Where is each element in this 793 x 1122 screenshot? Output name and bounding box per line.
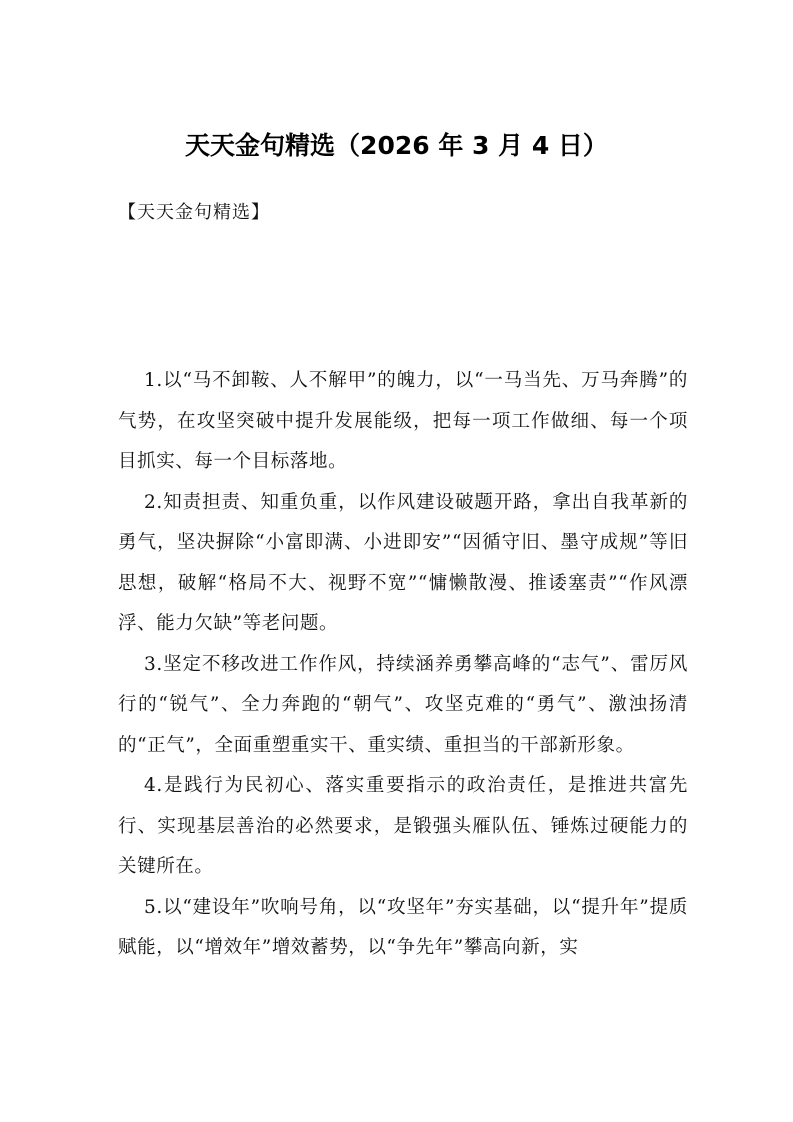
- paragraph-5: 5.以“建设年”吹响号角，以“攻坚年”夯实基础，以“提升年”提质赋能，以“增效年”增效蓄势，以“争先年”攀高向新，实: [118, 896, 688, 958]
- document-body: [118, 361, 688, 969]
- paragraph-2: 2.知责担责、知重负重，以作风建设破题开路，拿出自我革新的勇气，坚决摒除“小富即满、小进即安”“因循守旧、墨守成规”等旧思想，破解“格局不大、视野不宽”“慵懒散漫、推诿塞责”“作风漂浮、能力欠缺”等老问题。: [118, 491, 688, 634]
- document-title: 天天金句精选（2026 年 3 月 4 日）: [185, 131, 608, 160]
- section-label: 【天天金句精选】: [118, 202, 270, 223]
- paragraph-4: 4.是践行为民初心、落实重要指示的政治责任，是推进共富先行、实现基层善治的必然要求，是锻强头雁队伍、锤炼过硬能力的关键所在。: [118, 775, 688, 877]
- paragraph-3: 3.坚定不移改进工作作风，持续涵养勇攀高峰的“志气”、雷厉风行的“锐气”、全力奔跑的“朝气”、攻坚克难的“勇气”、激浊扬清的“正气”，全面重塑重实干、重实绩、重担当的干部新形象。: [118, 653, 688, 756]
- paragraph-1: 1.以“马不卸鞍、人不解甲”的魄力，以“一马当先、万马奔腾”的气势，在攻坚突破中提升发展能级，把每一项工作做细、每一个项目抓实、每一个目标落地。: [118, 370, 688, 472]
